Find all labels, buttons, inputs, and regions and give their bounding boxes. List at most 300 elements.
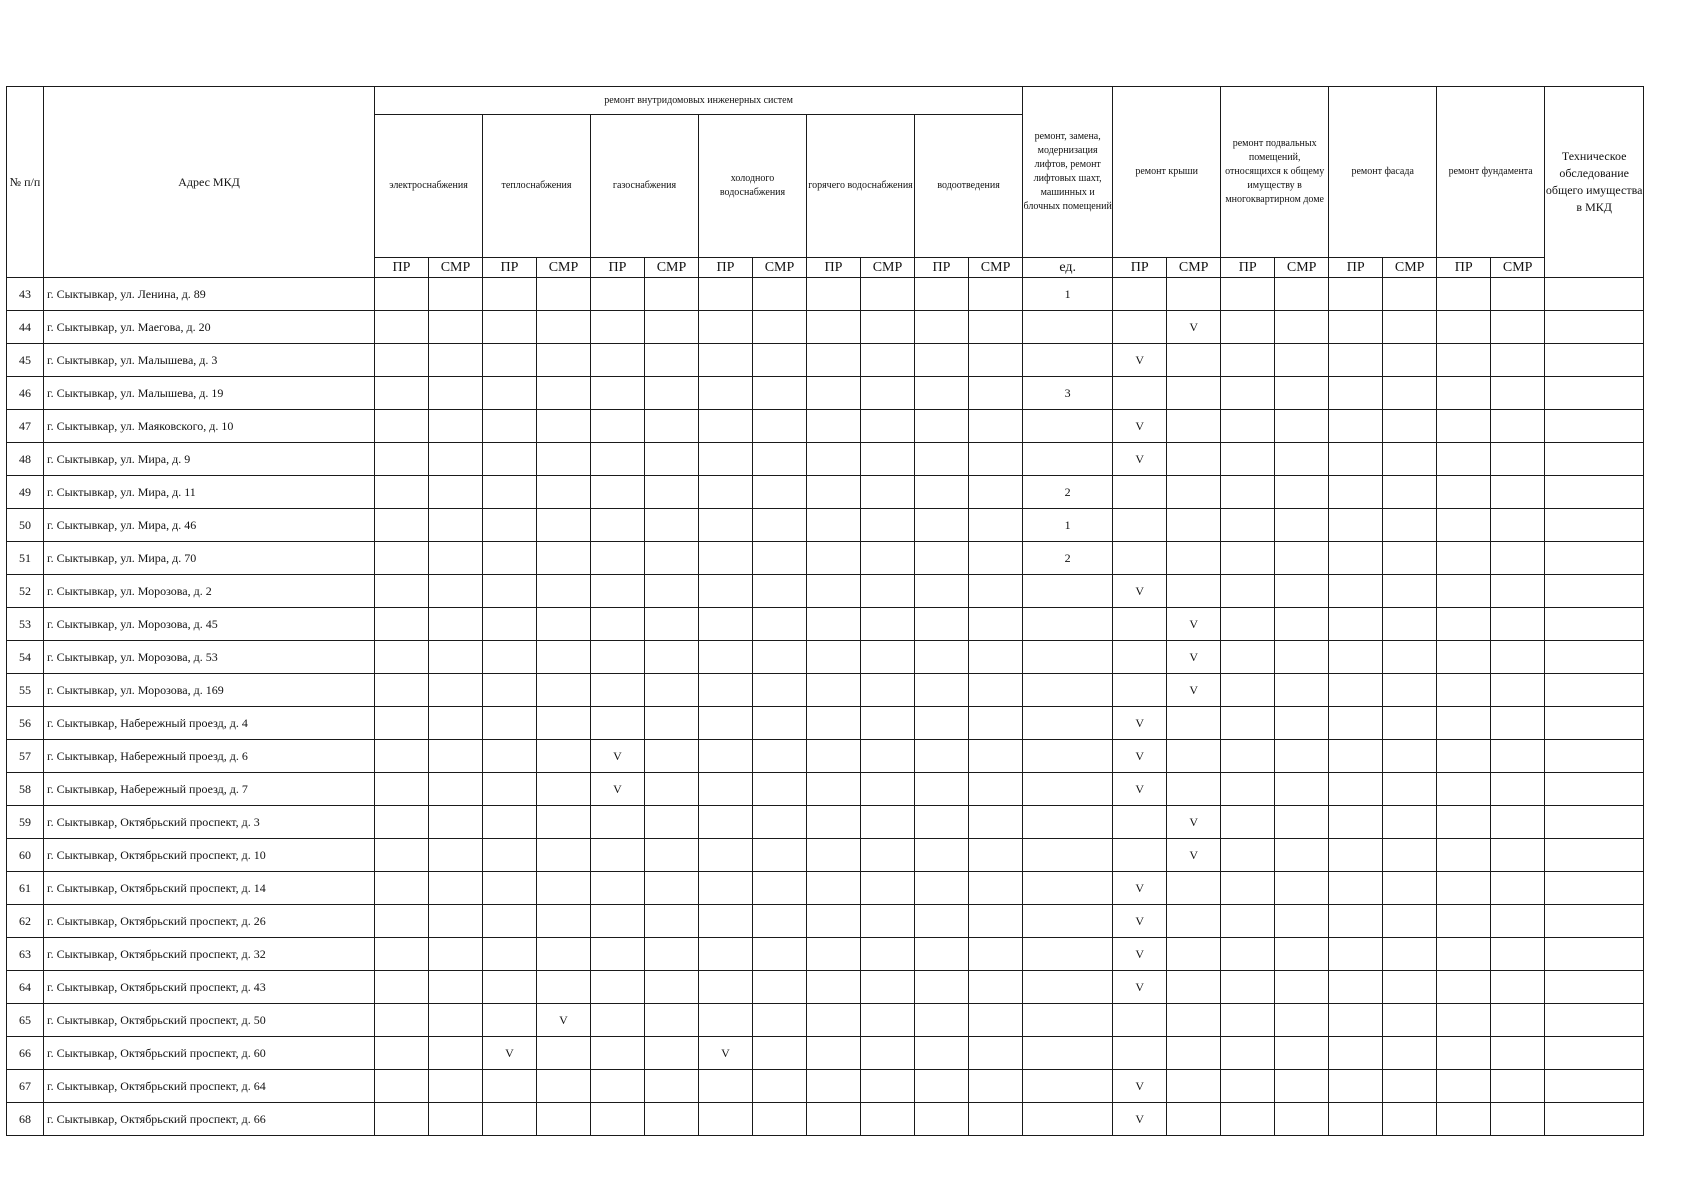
row-cell [915, 1070, 969, 1103]
row-cell [1023, 344, 1113, 377]
row-cell [591, 641, 645, 674]
row-cell [645, 872, 699, 905]
row-cell [429, 938, 483, 971]
row-cell [1437, 971, 1491, 1004]
row-cell [1437, 608, 1491, 641]
row-cell [591, 806, 645, 839]
row-cell: V [1113, 707, 1167, 740]
row-cell [915, 311, 969, 344]
row-cell [483, 872, 537, 905]
row-cell [537, 575, 591, 608]
row-cell [915, 806, 969, 839]
row-cell [699, 872, 753, 905]
row-cell [753, 377, 807, 410]
row-number: 51 [7, 542, 44, 575]
table-row [7, 839, 1644, 872]
row-cell [483, 608, 537, 641]
row-cell [699, 1070, 753, 1103]
row-cell [753, 443, 807, 476]
row-cell [1491, 872, 1545, 905]
row-cell [645, 509, 699, 542]
row-cell [1023, 674, 1113, 707]
row-cell: 2 [1023, 476, 1113, 509]
row-cell [1383, 443, 1437, 476]
row-cell [537, 938, 591, 971]
row-cell [1329, 971, 1383, 1004]
row-cell [1023, 707, 1113, 740]
row-cell [1437, 542, 1491, 575]
header-heating: теплоснабжения [483, 115, 591, 258]
row-address: г. Сыктывкар, Набережный проезд, д. 4 [44, 707, 375, 740]
row-cell [1113, 1037, 1167, 1070]
row-number: 65 [7, 1004, 44, 1037]
row-number: 60 [7, 839, 44, 872]
row-cell [699, 377, 753, 410]
row-cell [1221, 641, 1275, 674]
row-cell [1545, 1103, 1644, 1136]
row-cell [915, 773, 969, 806]
row-cell [1275, 410, 1329, 443]
table-row [7, 443, 1644, 476]
row-cell [1275, 773, 1329, 806]
subheader-smr: СМР [861, 258, 915, 278]
row-cell [1545, 377, 1644, 410]
table-row [7, 575, 1644, 608]
row-cell [1275, 608, 1329, 641]
row-cell [483, 707, 537, 740]
row-cell [591, 707, 645, 740]
row-cell [375, 773, 429, 806]
row-cell: V [699, 1037, 753, 1070]
row-address: г. Сыктывкар, Октябрьский проспект, д. 64 [44, 1070, 375, 1103]
row-cell [1545, 971, 1644, 1004]
row-cell [1167, 1037, 1221, 1070]
row-cell [375, 872, 429, 905]
row-cell [483, 1103, 537, 1136]
row-address: г. Сыктывкар, Октябрьский проспект, д. 26 [44, 905, 375, 938]
row-cell [807, 641, 861, 674]
row-cell [483, 377, 537, 410]
row-cell [1023, 311, 1113, 344]
header-gas: газоснабжения [591, 115, 699, 258]
row-cell [1383, 344, 1437, 377]
row-cell [1383, 278, 1437, 311]
row-cell [483, 443, 537, 476]
row-cell [1275, 476, 1329, 509]
row-cell [753, 344, 807, 377]
row-cell [1437, 1070, 1491, 1103]
row-address: г. Сыктывкар, Октябрьский проспект, д. 3 [44, 806, 375, 839]
table-row [7, 674, 1644, 707]
row-cell [1167, 938, 1221, 971]
row-cell [645, 971, 699, 1004]
row-cell [699, 344, 753, 377]
row-cell [645, 905, 699, 938]
row-cell [861, 905, 915, 938]
subheader-pr: ПР [1437, 258, 1491, 278]
row-cell [861, 740, 915, 773]
row-cell [1275, 839, 1329, 872]
row-cell [1491, 740, 1545, 773]
row-cell [1023, 773, 1113, 806]
row-cell [807, 311, 861, 344]
subheader-pr: ПР [1221, 258, 1275, 278]
row-cell [1491, 344, 1545, 377]
table-row [7, 938, 1644, 971]
row-cell [1275, 575, 1329, 608]
row-cell [1383, 1070, 1437, 1103]
row-cell [969, 1004, 1023, 1037]
row-cell [1437, 740, 1491, 773]
row-address: г. Сыктывкар, ул. Ленина, д. 89 [44, 278, 375, 311]
row-cell [483, 344, 537, 377]
row-cell [537, 443, 591, 476]
row-cell [429, 311, 483, 344]
row-cell [591, 509, 645, 542]
row-cell [753, 773, 807, 806]
row-cell [969, 575, 1023, 608]
row-cell [1491, 443, 1545, 476]
row-cell [861, 509, 915, 542]
row-cell [1023, 905, 1113, 938]
row-cell [537, 740, 591, 773]
row-cell [915, 872, 969, 905]
row-cell [1221, 740, 1275, 773]
row-cell [753, 872, 807, 905]
row-cell [753, 278, 807, 311]
row-cell [375, 1037, 429, 1070]
row-cell [753, 476, 807, 509]
row-cell [375, 410, 429, 443]
row-cell [861, 872, 915, 905]
row-cell [1329, 443, 1383, 476]
row-cell [969, 542, 1023, 575]
row-cell [1329, 278, 1383, 311]
row-cell [1383, 707, 1437, 740]
row-cell [1023, 641, 1113, 674]
row-cell [1437, 344, 1491, 377]
row-cell [699, 971, 753, 1004]
row-cell [969, 1037, 1023, 1070]
row-cell [1221, 1037, 1275, 1070]
row-cell [1275, 872, 1329, 905]
row-cell [537, 608, 591, 641]
row-cell [375, 575, 429, 608]
row-cell [429, 641, 483, 674]
row-cell [1167, 1103, 1221, 1136]
row-cell [645, 1070, 699, 1103]
table-row [7, 773, 1644, 806]
row-cell [1329, 476, 1383, 509]
row-cell [1491, 1037, 1545, 1070]
subheader-smr: СМР [645, 258, 699, 278]
row-cell [1329, 311, 1383, 344]
row-cell: V [1113, 344, 1167, 377]
row-cell [1275, 674, 1329, 707]
subheader-pr: ПР [1329, 258, 1383, 278]
row-cell [1329, 410, 1383, 443]
row-cell [861, 938, 915, 971]
row-cell [1275, 641, 1329, 674]
row-cell [1167, 740, 1221, 773]
row-cell [861, 641, 915, 674]
row-cell [483, 476, 537, 509]
row-cell [537, 806, 591, 839]
row-cell [1437, 509, 1491, 542]
row-cell [1437, 641, 1491, 674]
row-cell [1167, 542, 1221, 575]
row-cell [915, 476, 969, 509]
row-cell [1167, 707, 1221, 740]
row-cell [915, 839, 969, 872]
row-cell [591, 971, 645, 1004]
row-cell [1221, 806, 1275, 839]
row-cell [645, 443, 699, 476]
row-cell [861, 773, 915, 806]
row-number: 61 [7, 872, 44, 905]
row-cell [375, 509, 429, 542]
subheader-pr: ПР [1113, 258, 1167, 278]
row-cell [1437, 476, 1491, 509]
row-cell [483, 509, 537, 542]
row-cell [1275, 311, 1329, 344]
row-cell [1275, 509, 1329, 542]
table-row [7, 872, 1644, 905]
row-cell [969, 1070, 1023, 1103]
row-cell [591, 905, 645, 938]
row-cell [1167, 278, 1221, 311]
row-cell [969, 476, 1023, 509]
row-number: 43 [7, 278, 44, 311]
row-cell [753, 641, 807, 674]
row-cell [1383, 311, 1437, 344]
header-foundation: ремонт фундамента [1437, 87, 1545, 258]
row-cell [1491, 938, 1545, 971]
row-cell [429, 971, 483, 1004]
row-cell [537, 311, 591, 344]
row-cell [969, 377, 1023, 410]
row-cell [537, 1103, 591, 1136]
row-address: г. Сыктывкар, ул. Малышева, д. 19 [44, 377, 375, 410]
row-cell [969, 971, 1023, 1004]
row-cell: V [1113, 1070, 1167, 1103]
row-cell [969, 740, 1023, 773]
table-row [7, 509, 1644, 542]
row-cell [1167, 476, 1221, 509]
row-cell: V [1113, 1103, 1167, 1136]
row-cell [1329, 839, 1383, 872]
row-cell [537, 476, 591, 509]
row-cell [1491, 806, 1545, 839]
row-cell [1545, 641, 1644, 674]
row-cell [915, 674, 969, 707]
row-number: 67 [7, 1070, 44, 1103]
row-cell [1221, 476, 1275, 509]
row-cell [1113, 311, 1167, 344]
row-number: 53 [7, 608, 44, 641]
row-cell [1383, 674, 1437, 707]
row-cell [1383, 410, 1437, 443]
row-cell [1329, 806, 1383, 839]
row-cell [699, 938, 753, 971]
row-cell [861, 1037, 915, 1070]
row-cell [861, 575, 915, 608]
row-cell [1545, 410, 1644, 443]
row-cell [861, 608, 915, 641]
row-address: г. Сыктывкар, ул. Мира, д. 46 [44, 509, 375, 542]
row-cell [1221, 608, 1275, 641]
row-cell [1491, 905, 1545, 938]
subheader-smr: СМР [537, 258, 591, 278]
row-cell [1545, 542, 1644, 575]
subheader-pr: ПР [807, 258, 861, 278]
row-cell [1437, 443, 1491, 476]
row-cell [483, 938, 537, 971]
row-cell [861, 1070, 915, 1103]
row-cell [537, 410, 591, 443]
row-cell [807, 509, 861, 542]
row-cell [1491, 377, 1545, 410]
row-cell [1383, 806, 1437, 839]
row-cell [1329, 773, 1383, 806]
row-cell [969, 773, 1023, 806]
row-address: г. Сыктывкар, ул. Морозова, д. 53 [44, 641, 375, 674]
row-cell [915, 608, 969, 641]
row-cell [1437, 938, 1491, 971]
row-cell [1491, 542, 1545, 575]
table-row [7, 1103, 1644, 1136]
row-address: г. Сыктывкар, ул. Морозова, д. 2 [44, 575, 375, 608]
row-cell [915, 905, 969, 938]
row-cell: V [1113, 971, 1167, 1004]
row-cell [483, 1070, 537, 1103]
row-cell [429, 443, 483, 476]
header-num: № п/п [7, 87, 44, 278]
row-cell [969, 905, 1023, 938]
row-cell [1491, 707, 1545, 740]
row-cell [807, 344, 861, 377]
row-cell [699, 443, 753, 476]
subheader-smr: СМР [753, 258, 807, 278]
row-number: 52 [7, 575, 44, 608]
row-cell [969, 707, 1023, 740]
row-cell [645, 938, 699, 971]
table-row [7, 1037, 1644, 1070]
row-cell [807, 905, 861, 938]
row-cell [1167, 443, 1221, 476]
row-cell [1491, 311, 1545, 344]
row-cell [375, 344, 429, 377]
row-cell [1221, 575, 1275, 608]
row-cell [483, 542, 537, 575]
row-cell [969, 806, 1023, 839]
row-cell [1167, 1004, 1221, 1037]
row-cell [1221, 542, 1275, 575]
row-cell [645, 410, 699, 443]
subheader-pr: ПР [591, 258, 645, 278]
repair-schedule-table [6, 86, 1644, 1136]
row-cell [1221, 872, 1275, 905]
row-cell [699, 509, 753, 542]
row-cell [915, 542, 969, 575]
row-cell [1437, 707, 1491, 740]
row-cell [915, 1037, 969, 1070]
row-cell [753, 311, 807, 344]
row-cell [591, 839, 645, 872]
row-number: 62 [7, 905, 44, 938]
row-cell [1437, 806, 1491, 839]
row-cell [591, 443, 645, 476]
row-cell [1023, 839, 1113, 872]
row-cell [1023, 443, 1113, 476]
row-cell [1545, 707, 1644, 740]
row-cell: V [1167, 806, 1221, 839]
table-row [7, 806, 1644, 839]
row-cell [1113, 476, 1167, 509]
row-cell [1275, 1037, 1329, 1070]
row-cell [429, 476, 483, 509]
row-cell [1275, 806, 1329, 839]
row-cell [1023, 1103, 1113, 1136]
row-cell [645, 773, 699, 806]
row-number: 64 [7, 971, 44, 1004]
row-cell [1437, 311, 1491, 344]
row-cell [1275, 443, 1329, 476]
row-cell [483, 674, 537, 707]
row-cell [699, 740, 753, 773]
row-cell [537, 674, 591, 707]
row-cell [537, 872, 591, 905]
table-row [7, 707, 1644, 740]
row-cell [537, 542, 591, 575]
row-cell [915, 344, 969, 377]
subheader-smr: СМР [1167, 258, 1221, 278]
row-cell [429, 410, 483, 443]
row-cell: V [1113, 773, 1167, 806]
row-cell [1113, 542, 1167, 575]
row-cell [483, 806, 537, 839]
row-cell [969, 1103, 1023, 1136]
row-cell [1221, 773, 1275, 806]
table-row [7, 740, 1644, 773]
subheader-unit: ед. [1023, 258, 1113, 278]
row-cell [1437, 773, 1491, 806]
row-cell [1491, 476, 1545, 509]
row-cell [1329, 1037, 1383, 1070]
row-cell [375, 608, 429, 641]
row-cell [1329, 575, 1383, 608]
row-cell: V [1113, 905, 1167, 938]
row-cell [1491, 839, 1545, 872]
row-number: 58 [7, 773, 44, 806]
row-cell: V [1113, 443, 1167, 476]
row-cell [1383, 872, 1437, 905]
row-cell [915, 377, 969, 410]
row-cell [1383, 1103, 1437, 1136]
row-cell: V [1167, 674, 1221, 707]
row-cell [699, 641, 753, 674]
row-address: г. Сыктывкар, ул. Мира, д. 70 [44, 542, 375, 575]
row-cell [915, 707, 969, 740]
row-cell [645, 575, 699, 608]
subheader-smr: СМР [1275, 258, 1329, 278]
subheader-smr: СМР [1383, 258, 1437, 278]
row-cell [645, 311, 699, 344]
row-cell [537, 278, 591, 311]
row-cell [861, 443, 915, 476]
table-row [7, 1070, 1644, 1103]
row-cell [537, 377, 591, 410]
